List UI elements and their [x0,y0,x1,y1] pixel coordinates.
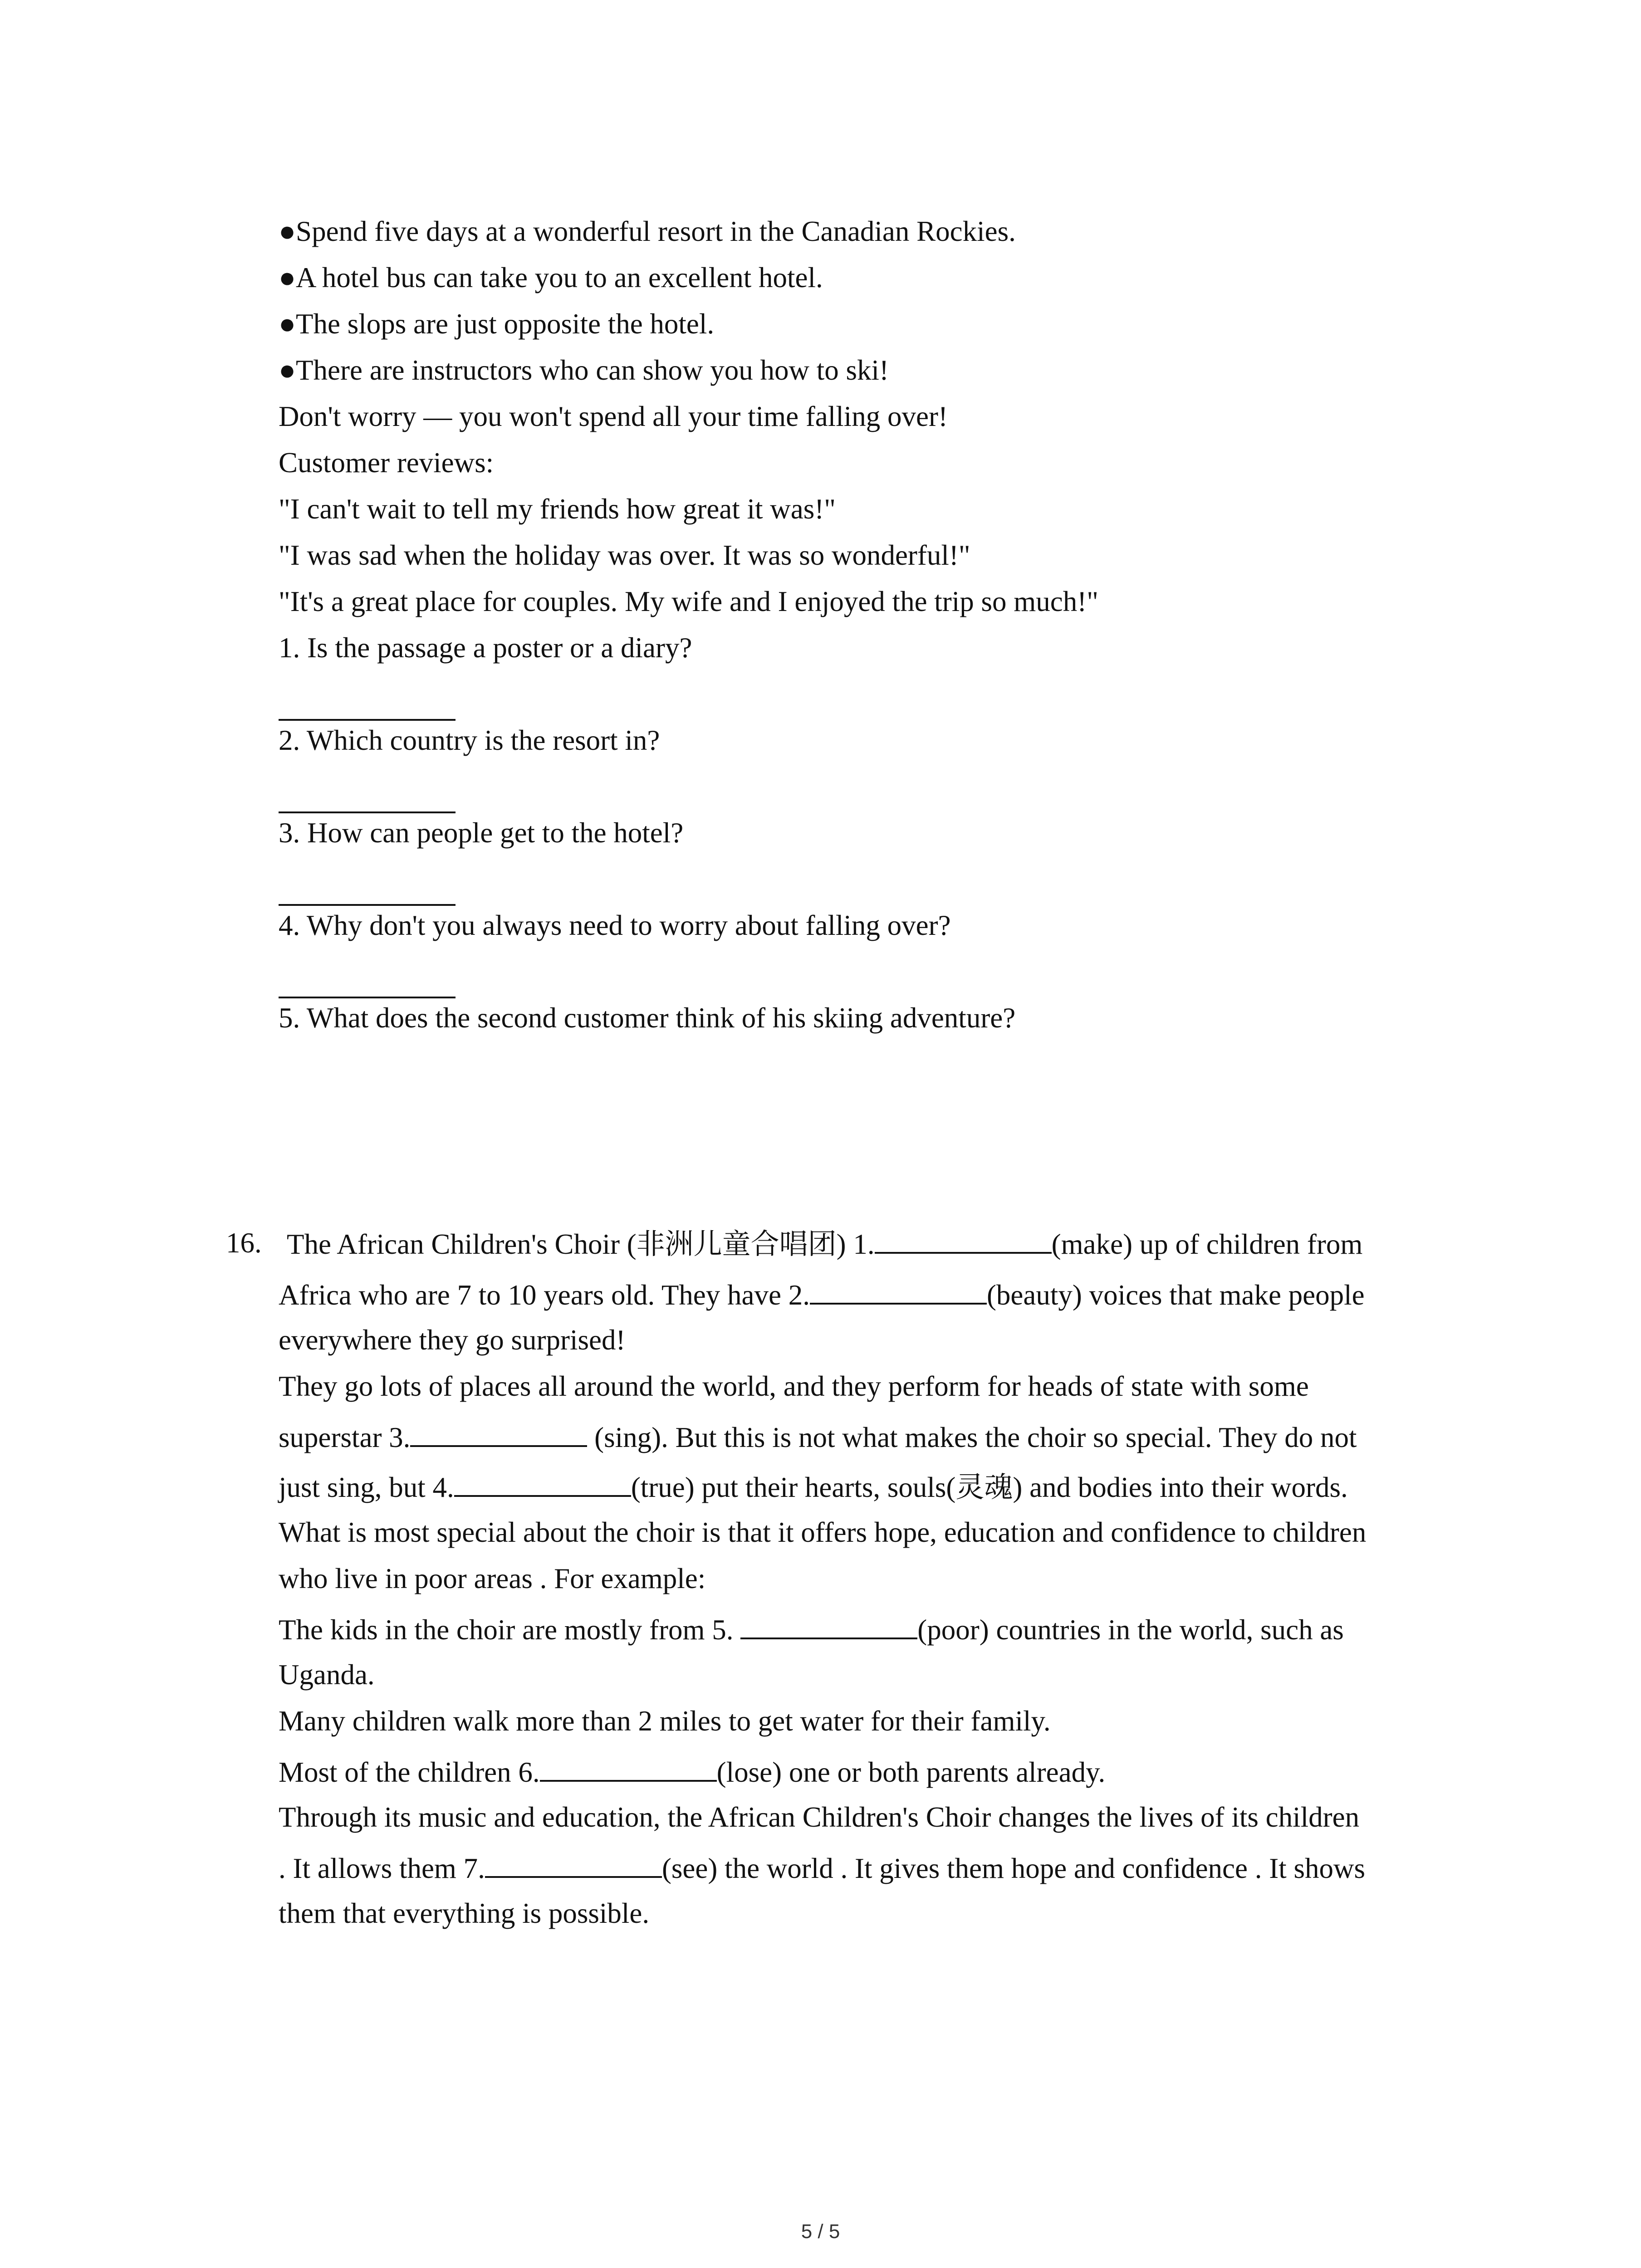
q16-l9-text-b: (poor) countries in the world, such as [917,1614,1344,1646]
question-3: 3. How can people get to the hotel? [279,817,684,849]
q16-line-2 [279,1276,1365,1313]
q16-line-14 [279,1849,1365,1887]
blank-1[interactable] [875,1225,1052,1254]
q16-line-1 [287,1225,1362,1262]
bullet-resort: ●Spend five days at a wonderful resort in the Canadian Rockies. [279,215,1016,247]
answer-line-3[interactable] [279,904,456,906]
bullet-slops: ●The slops are just opposite the hotel. [279,308,715,340]
reviews-heading: Customer reviews: [279,447,494,479]
review-3: "It's a great place for couples. My wife and I enjoyed the trip so much!" [279,586,1098,617]
review-1: "I can't wait to tell my friends how great it was!" [279,493,836,525]
blank-7[interactable] [485,1849,662,1878]
q16-l12-text-b: (lose) one or both parents already. [716,1756,1106,1788]
q16-line-6 [279,1468,1348,1505]
question-16-number: 16. [226,1227,262,1259]
bullet-hotel-bus: ●A hotel bus can take you to an excellent hotel. [279,262,823,293]
q16-l6-text-b: (true) put their hearts, souls(灵魂) and bodies into their words. [631,1471,1348,1503]
q16-line-3: everywhere they go surprised! [279,1324,626,1356]
worry-line: Don't worry — you won't spend all your time falling over! [279,401,948,432]
q16-l1-text-b: (make) up of children from [1051,1228,1363,1260]
q16-line-4: They go lots of places all around the world, and they perform for heads of state with some [279,1370,1309,1402]
q16-l2-text-b: (beauty) voices that make people [986,1279,1365,1311]
review-2: "I was sad when the holiday was over. It was so wonderful!" [279,539,970,571]
q16-line-12 [279,1753,1105,1790]
question-1: 1. Is the passage a poster or a diary? [279,632,692,664]
answer-line-2[interactable] [279,811,456,813]
q16-line-8: who live in poor areas . For example: [279,1563,706,1594]
q16-l5-text-b: (sing). But this is not what makes the choir so special. They do not [587,1422,1357,1453]
question-5: 5. What does the second customer think of his skiing adventure? [279,1002,1016,1034]
q16-l14-text-a: . It allows them 7. [279,1853,485,1884]
q16-line-7: What is most special about the choir is that it offers hope, education and confidence to children [279,1516,1367,1548]
q16-l6-text-a: just sing, but 4. [279,1471,454,1503]
question-4: 4. Why don't you always need to worry about falling over? [279,909,951,941]
page-indicator: 5 / 5 [801,2220,840,2243]
answer-line-1[interactable] [279,719,456,721]
bullet-instructors: ●There are instructors who can show you how to ski! [279,354,889,386]
q16-l2-text-a: Africa who are 7 to 10 years old. They have 2. [279,1279,810,1311]
q16-l14-text-b: (see) the world . It gives them hope and confidence . It shows [661,1853,1365,1884]
q16-line-13: Through its music and education, the African Children's Choir changes the lives of its children [279,1801,1360,1833]
blank-2[interactable] [810,1276,987,1305]
blank-3[interactable] [410,1418,587,1447]
q16-l1-text-a: The African Children's Choir (非洲儿童合唱团) 1. [287,1228,875,1260]
blank-4[interactable] [454,1468,631,1497]
q16-l5-text-a: superstar 3. [279,1422,411,1453]
q16-line-10: Uganda. [279,1659,375,1691]
blank-5[interactable] [740,1610,917,1639]
q16-line-11: Many children walk more than 2 miles to get water for their family. [279,1705,1051,1737]
q16-line-5 [279,1418,1357,1456]
answer-line-4[interactable] [279,997,456,998]
q16-l9-text-a: The kids in the choir are mostly from 5. [279,1614,741,1646]
q16-line-15: them that everything is possible. [279,1897,650,1929]
q16-line-9 [279,1610,1344,1648]
question-2: 2. Which country is the resort in? [279,724,660,756]
blank-6[interactable] [540,1753,717,1782]
q16-l12-text-a: Most of the children 6. [279,1756,540,1788]
